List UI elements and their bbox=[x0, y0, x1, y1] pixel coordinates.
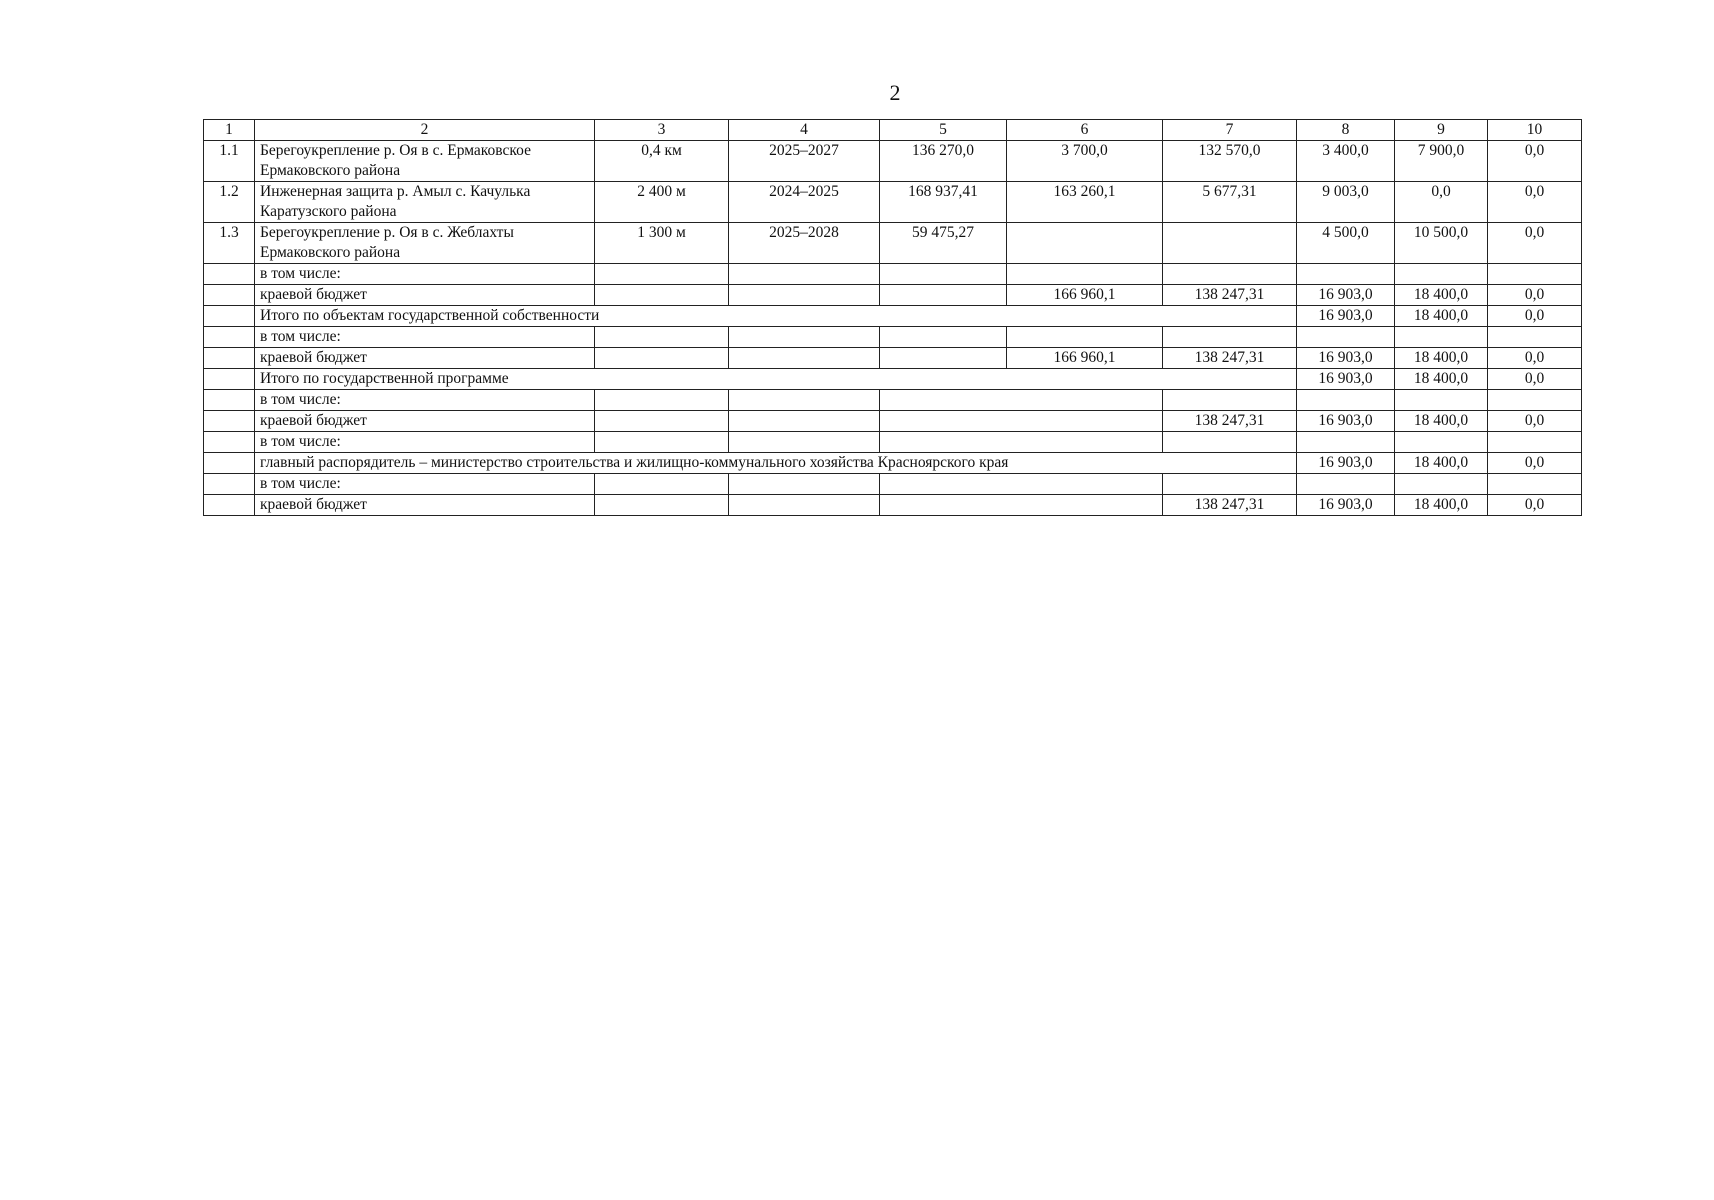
empty-cell bbox=[1297, 432, 1395, 453]
empty-cell bbox=[595, 285, 729, 306]
empty-cell bbox=[1163, 390, 1297, 411]
empty-cell bbox=[204, 348, 255, 369]
including-label: в том числе: bbox=[255, 264, 595, 285]
empty-cell bbox=[595, 327, 729, 348]
object-capacity: 1 300 м bbox=[595, 223, 729, 264]
value-c9: 18 400,0 bbox=[1395, 285, 1488, 306]
empty-cell bbox=[204, 306, 255, 327]
empty-cell bbox=[1395, 264, 1488, 285]
value-c10: 0,0 bbox=[1488, 453, 1582, 474]
empty-cell bbox=[204, 432, 255, 453]
value-c9: 18 400,0 bbox=[1395, 306, 1488, 327]
object-value-c7: 5 677,31 bbox=[1163, 182, 1297, 223]
value-c9: 18 400,0 bbox=[1395, 495, 1488, 516]
empty-cell bbox=[729, 390, 880, 411]
total-state-program-label: Итого по государственной программе bbox=[255, 369, 1297, 390]
object-row bbox=[204, 223, 1582, 264]
object-value-c6: 3 700,0 bbox=[1007, 141, 1163, 182]
empty-cell bbox=[1488, 474, 1582, 495]
object-name: Берегоукрепление р. Оя в с. Жеблахты Ермаковского района bbox=[255, 223, 595, 264]
object-row bbox=[204, 141, 1582, 182]
empty-cell bbox=[204, 327, 255, 348]
value-c9: 18 400,0 bbox=[1395, 453, 1488, 474]
regional-budget-label: краевой бюджет bbox=[255, 411, 595, 432]
value-c9: 18 400,0 bbox=[1395, 411, 1488, 432]
empty-cell bbox=[880, 327, 1007, 348]
object-period: 2025–2027 bbox=[729, 141, 880, 182]
empty-cell bbox=[595, 264, 729, 285]
object-value-c9: 10 500,0 bbox=[1395, 223, 1488, 264]
column-number: 3 bbox=[595, 120, 729, 141]
value-c10: 0,0 bbox=[1488, 285, 1582, 306]
value-c10: 0,0 bbox=[1488, 369, 1582, 390]
empty-cell bbox=[1163, 327, 1297, 348]
empty-cell bbox=[729, 432, 880, 453]
object-value-c10: 0,0 bbox=[1488, 223, 1582, 264]
empty-cell bbox=[1488, 264, 1582, 285]
object-value-c8: 3 400,0 bbox=[1297, 141, 1395, 182]
value-c7: 138 247,31 bbox=[1163, 285, 1297, 306]
value-c7: 138 247,31 bbox=[1163, 495, 1297, 516]
value-c6: 166 960,1 bbox=[1007, 348, 1163, 369]
object-value-c10: 0,0 bbox=[1488, 182, 1582, 223]
regional-budget-label: краевой бюджет bbox=[255, 495, 595, 516]
column-number: 1 bbox=[204, 120, 255, 141]
value-c7: 138 247,31 bbox=[1163, 348, 1297, 369]
including-label: в том числе: bbox=[255, 390, 595, 411]
object-value-c7: 132 570,0 bbox=[1163, 141, 1297, 182]
empty-cell bbox=[880, 411, 1163, 432]
empty-cell bbox=[204, 453, 255, 474]
empty-cell bbox=[729, 348, 880, 369]
object-number: 1.3 bbox=[204, 223, 255, 264]
value-c8: 16 903,0 bbox=[1297, 411, 1395, 432]
empty-cell bbox=[204, 264, 255, 285]
empty-cell bbox=[729, 411, 880, 432]
empty-cell bbox=[1297, 474, 1395, 495]
column-number: 10 bbox=[1488, 120, 1582, 141]
column-number: 2 bbox=[255, 120, 595, 141]
empty-cell bbox=[204, 495, 255, 516]
empty-cell bbox=[1007, 264, 1163, 285]
column-number: 7 bbox=[1163, 120, 1297, 141]
object-value-c8: 4 500,0 bbox=[1297, 223, 1395, 264]
value-c8: 16 903,0 bbox=[1297, 369, 1395, 390]
object-capacity: 0,4 км bbox=[595, 141, 729, 182]
object-estimated-cost: 168 937,41 bbox=[880, 182, 1007, 223]
empty-cell bbox=[204, 411, 255, 432]
column-number: 6 bbox=[1007, 120, 1163, 141]
including-label: в том числе: bbox=[255, 327, 595, 348]
empty-cell bbox=[204, 369, 255, 390]
value-c8: 16 903,0 bbox=[1297, 453, 1395, 474]
including-label: в том числе: bbox=[255, 474, 595, 495]
empty-cell bbox=[729, 474, 880, 495]
value-c8: 16 903,0 bbox=[1297, 348, 1395, 369]
object-estimated-cost: 59 475,27 bbox=[880, 223, 1007, 264]
empty-cell bbox=[1395, 432, 1488, 453]
object-row bbox=[204, 182, 1582, 223]
object-period: 2024–2025 bbox=[729, 182, 880, 223]
object-name: Берегоукрепление р. Оя в с. Ермаковское Ермаковского района bbox=[255, 141, 595, 182]
empty-cell bbox=[880, 348, 1007, 369]
object-value-c6: 163 260,1 bbox=[1007, 182, 1163, 223]
object-value-c7 bbox=[1163, 223, 1297, 264]
column-number: 8 bbox=[1297, 120, 1395, 141]
regional-budget-label: краевой бюджет bbox=[255, 285, 595, 306]
value-c7: 138 247,31 bbox=[1163, 411, 1297, 432]
regional-budget-row bbox=[204, 285, 1582, 306]
empty-cell bbox=[1007, 327, 1163, 348]
including-row bbox=[204, 327, 1582, 348]
including-row bbox=[204, 432, 1582, 453]
value-c8: 16 903,0 bbox=[1297, 495, 1395, 516]
empty-cell bbox=[1395, 474, 1488, 495]
object-value-c9: 7 900,0 bbox=[1395, 141, 1488, 182]
object-value-c6 bbox=[1007, 223, 1163, 264]
empty-cell bbox=[729, 495, 880, 516]
value-c6: 166 960,1 bbox=[1007, 285, 1163, 306]
total-state-objects-label: Итого по объектам государственной собственности bbox=[255, 306, 1297, 327]
object-capacity: 2 400 м bbox=[595, 182, 729, 223]
empty-cell bbox=[204, 390, 255, 411]
empty-cell bbox=[729, 264, 880, 285]
value-c10: 0,0 bbox=[1488, 348, 1582, 369]
empty-cell bbox=[595, 348, 729, 369]
value-c10: 0,0 bbox=[1488, 306, 1582, 327]
including-row bbox=[204, 474, 1582, 495]
empty-cell bbox=[880, 474, 1163, 495]
value-c9: 18 400,0 bbox=[1395, 369, 1488, 390]
empty-cell bbox=[1163, 432, 1297, 453]
empty-cell bbox=[1297, 264, 1395, 285]
total-state-objects-row bbox=[204, 306, 1582, 327]
empty-cell bbox=[595, 432, 729, 453]
empty-cell bbox=[1395, 327, 1488, 348]
empty-cell bbox=[1163, 474, 1297, 495]
empty-cell bbox=[880, 390, 1163, 411]
empty-cell bbox=[1163, 264, 1297, 285]
empty-cell bbox=[1488, 390, 1582, 411]
column-number: 9 bbox=[1395, 120, 1488, 141]
empty-cell bbox=[204, 285, 255, 306]
empty-cell bbox=[1395, 390, 1488, 411]
value-c10: 0,0 bbox=[1488, 495, 1582, 516]
main-manager-row bbox=[204, 453, 1582, 474]
object-name: Инженерная защита р. Амыл с. Качулька Каратузского района bbox=[255, 182, 595, 223]
main-manager-label: главный распорядитель – министерство строительства и жилищно-коммунального хозяйства Красноярского края bbox=[255, 453, 1297, 474]
empty-cell bbox=[595, 411, 729, 432]
object-value-c10: 0,0 bbox=[1488, 141, 1582, 182]
investment-table-container bbox=[203, 119, 1582, 516]
including-row bbox=[204, 390, 1582, 411]
value-c9: 18 400,0 bbox=[1395, 348, 1488, 369]
object-number: 1.1 bbox=[204, 141, 255, 182]
object-value-c9: 0,0 bbox=[1395, 182, 1488, 223]
page-number: 2 bbox=[889, 80, 901, 105]
column-number: 4 bbox=[729, 120, 880, 141]
including-row bbox=[204, 264, 1582, 285]
empty-cell bbox=[1488, 327, 1582, 348]
empty-cell bbox=[729, 285, 880, 306]
empty-cell bbox=[880, 495, 1163, 516]
value-c8: 16 903,0 bbox=[1297, 285, 1395, 306]
regional-budget-row bbox=[204, 411, 1582, 432]
value-c10: 0,0 bbox=[1488, 411, 1582, 432]
value-c8: 16 903,0 bbox=[1297, 306, 1395, 327]
empty-cell bbox=[1297, 327, 1395, 348]
empty-cell bbox=[204, 474, 255, 495]
regional-budget-row bbox=[204, 348, 1582, 369]
empty-cell bbox=[880, 285, 1007, 306]
empty-cell bbox=[880, 432, 1163, 453]
object-number: 1.2 bbox=[204, 182, 255, 223]
regional-budget-label: краевой бюджет bbox=[255, 348, 595, 369]
empty-cell bbox=[880, 264, 1007, 285]
object-period: 2025–2028 bbox=[729, 223, 880, 264]
empty-cell bbox=[729, 327, 880, 348]
empty-cell bbox=[595, 474, 729, 495]
investment-table bbox=[203, 119, 1582, 516]
total-state-program-row bbox=[204, 369, 1582, 390]
regional-budget-row bbox=[204, 495, 1582, 516]
including-label: в том числе: bbox=[255, 432, 595, 453]
empty-cell bbox=[1488, 432, 1582, 453]
column-number-row bbox=[204, 120, 1582, 141]
object-estimated-cost: 136 270,0 bbox=[880, 141, 1007, 182]
empty-cell bbox=[1297, 390, 1395, 411]
empty-cell bbox=[595, 495, 729, 516]
object-value-c8: 9 003,0 bbox=[1297, 182, 1395, 223]
column-number: 5 bbox=[880, 120, 1007, 141]
empty-cell bbox=[595, 390, 729, 411]
